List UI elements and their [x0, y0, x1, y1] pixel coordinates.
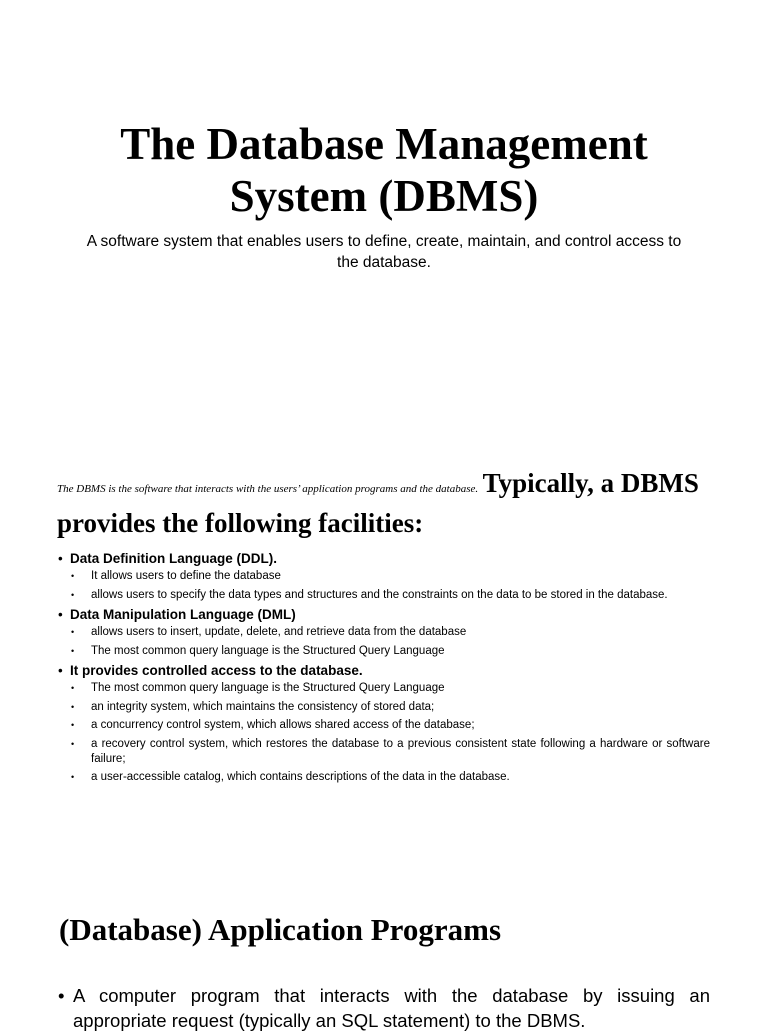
section-title-application-programs: (Database) Application Programs [59, 912, 502, 947]
title-line-2: System (DBMS) [229, 171, 539, 221]
facility-dml [58, 606, 710, 659]
facility-heading: It provides controlled access to the database. [70, 663, 363, 678]
list-item: • allows users to insert, update, delete, and retrieve data from the database [70, 625, 710, 640]
list-item: • a recovery control system, which restores the database to a previous consistent state following a hardware or software failure; [70, 737, 710, 767]
page-title [0, 118, 768, 222]
list-item: • a concurrency control system, which allows shared access of the database; [70, 718, 710, 733]
application-programs-list [58, 983, 710, 1033]
facility-controlled-access [58, 662, 710, 785]
facility-ddl-items [70, 569, 710, 603]
facility-ddl [58, 550, 710, 603]
facility-dml-items [70, 625, 710, 659]
facility-heading: Data Manipulation Language (DML) [70, 607, 296, 622]
intro-big-text: Typically, a DBMS provides the following facilities: [57, 468, 699, 538]
list-item: • a user-accessible catalog, which contains descriptions of the data in the database. [70, 770, 710, 785]
title-line-1: The Database Management [120, 119, 648, 169]
facility-controlled-access-items [70, 681, 710, 785]
list-item: • The most common query language is the Structured Query Language [70, 681, 710, 696]
subtitle: A software system that enables users to define, create, maintain, and control access to the database. [86, 233, 682, 271]
list-item: • The most common query language is the Structured Query Language [70, 644, 710, 659]
facilities-list [58, 550, 710, 789]
list-item: • an integrity system, which maintains the consistency of stored data; [70, 700, 710, 715]
intro-paragraph [57, 466, 727, 545]
list-item: • It allows users to define the database [70, 569, 710, 584]
list-item: • A computer program that interacts with the database by issuing an appropriate request (typically an SQL statement) to the DBMS. [58, 983, 710, 1033]
facility-heading: Data Definition Language (DDL). [70, 551, 277, 566]
intro-small-text: The DBMS is the software that interacts with the users’ application programs and the database. [57, 483, 479, 495]
list-item: • allows users to specify the data types and structures and the constraints on the data to be stored in the database. [70, 588, 710, 603]
